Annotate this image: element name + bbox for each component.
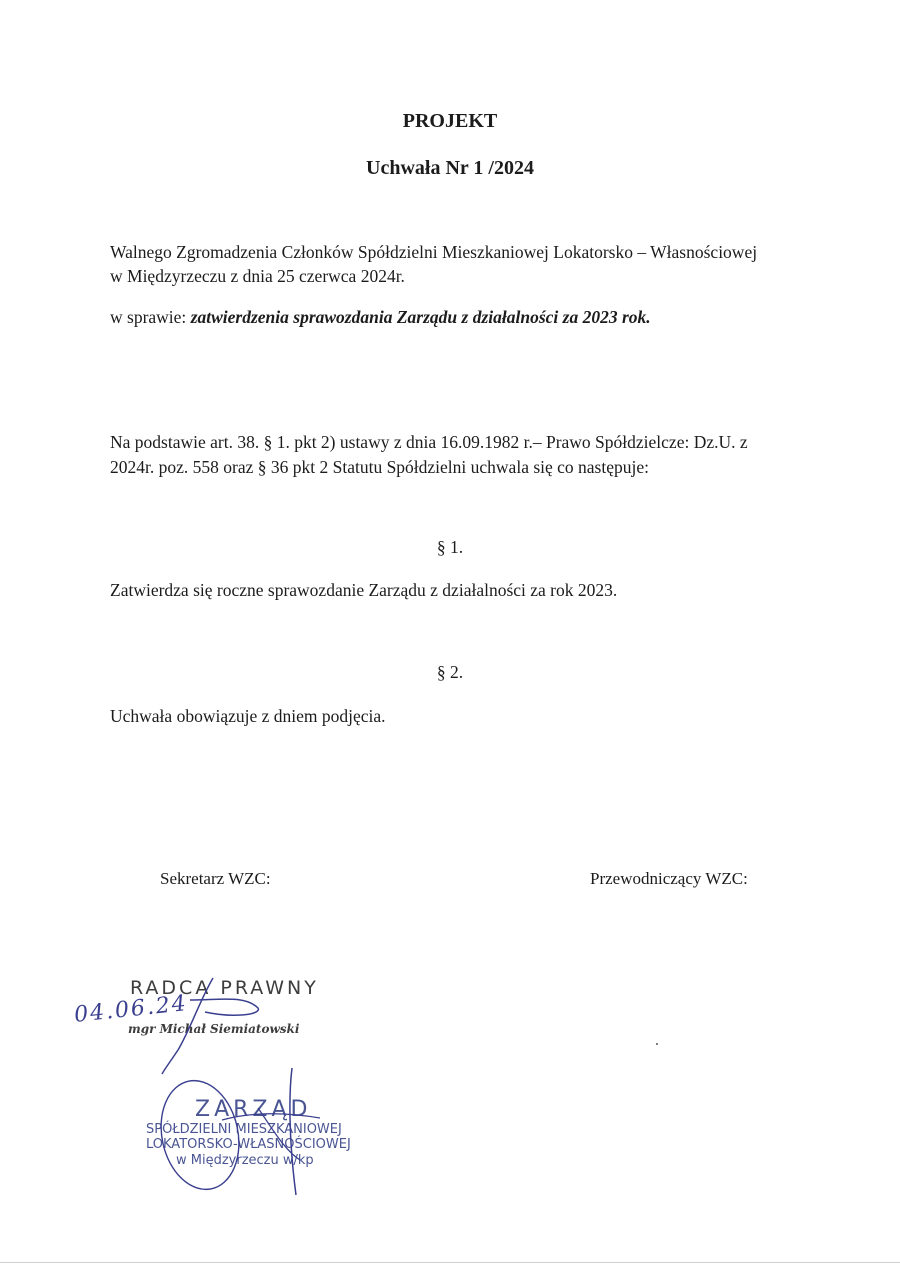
scan-edge-line bbox=[0, 1262, 900, 1263]
handwritten-date: 04.06.24 bbox=[73, 991, 189, 1028]
section-1-text: Zatwierdza się roczne sprawozdanie Zarządu z działalności za rok 2023. bbox=[110, 580, 618, 600]
project-label: PROJEKT bbox=[402, 110, 498, 132]
board-stamp-line-1: SPÓŁDZIELNI MIESZKANIOWEJ bbox=[146, 1122, 342, 1137]
section-2-text: Uchwała obowiązuje z dniem podjęcia. bbox=[110, 706, 386, 726]
legal-counsel-stamp-title: RADCA PRAWNY bbox=[130, 977, 319, 999]
board-signature-diagonal bbox=[258, 1108, 300, 1160]
section-2-number: § 2. bbox=[436, 662, 464, 682]
board-stamp-title: ZARZĄD bbox=[195, 1097, 312, 1122]
subject-text: zatwierdzenia sprawozdania Zarządu z działalności za 2023 rok. bbox=[190, 307, 651, 327]
resolution-title: Uchwała Nr 1 /2024 bbox=[366, 157, 534, 179]
intro-line-1: Walnego Zgromadzenia Członków Spółdzielni Mieszkaniowej Lokatorsko – Własnościowej bbox=[110, 242, 758, 262]
board-signature-crossline bbox=[222, 1114, 320, 1120]
board-stamp-line-2: LOKATORSKO-WŁASNOŚCIOWEJ bbox=[146, 1137, 351, 1152]
board-stamp-line-3: w Międzyrzeczu w/kp bbox=[176, 1153, 314, 1168]
legal-counsel-stamp-name: mgr Michał Siemiatowski bbox=[128, 1022, 300, 1036]
legal-basis-line-2: 2024r. poz. 558 oraz § 36 pkt 2 Statutu Spółdzielni uchwala się co następuje: bbox=[110, 457, 649, 477]
legal-counsel-signature-stroke bbox=[162, 978, 213, 1074]
board-signature-oval bbox=[151, 1073, 248, 1196]
chairman-label: Przewodniczący WZC: bbox=[590, 869, 748, 888]
legal-basis-line-1: Na podstawie art. 38. § 1. pkt 2) ustawy z dnia 16.09.1982 r.– Prawo Spółdzielcze: Dz.U. z bbox=[110, 432, 748, 452]
intro-line-2: w Międzyrzeczu z dnia 25 czerwca 2024r. bbox=[110, 266, 405, 286]
subject-prefix: w sprawie: bbox=[110, 307, 191, 327]
section-1-number: § 1. bbox=[436, 537, 464, 557]
legal-counsel-signature-loop bbox=[190, 999, 258, 1015]
speck-mark bbox=[656, 1043, 658, 1045]
secretary-label: Sekretarz WZC: bbox=[160, 869, 271, 888]
board-signature-vertical bbox=[290, 1068, 296, 1195]
